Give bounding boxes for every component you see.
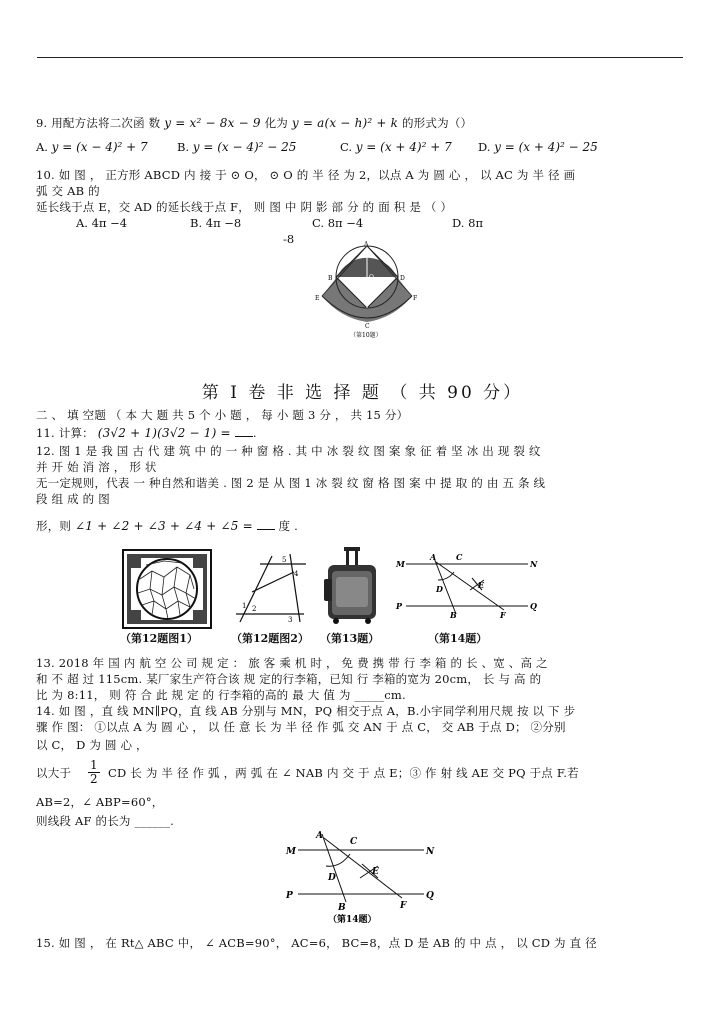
q14-small-label-q: Q [530, 601, 537, 611]
q12-figure2-segments [232, 552, 312, 628]
q14-large-label-d: D [328, 873, 336, 883]
q13-line2: 和 不 超 过 115cm. 某厂家生产符合该 规 定的行李箱，已知 行 李箱的宽为 20cm， 长 与 高 的 [36, 672, 542, 686]
q9-option-c-expr: y = (x + 4)² + 7 [355, 140, 452, 154]
q14-line3: 以 C， D 为 圆 心 ， [36, 738, 148, 752]
q14-small-label-b: B [450, 610, 457, 620]
q14-large-label-a: A [316, 831, 323, 841]
q10-option-a: A. 4π −4 [76, 216, 128, 230]
q12-suffix: 度 . [278, 519, 298, 533]
q10-line2: 弧 交 AB 的 [36, 184, 100, 198]
q12-blank [257, 518, 275, 530]
q12-line4: 段 组 成 的 图 [36, 492, 110, 506]
q12-expr: ∠1 + ∠2 + ∠3 + ∠4 + ∠5 = [74, 519, 253, 533]
q9-option-a [36, 140, 148, 154]
q14-line6: 则线段 AF 的长为 ______. [36, 814, 175, 828]
q9-stem [36, 116, 472, 130]
q13-caption: （第13题） [320, 632, 380, 645]
q13-line3: 比 为 8:11， 则 符 合 此 规 定 的 行李箱的高的 最 大 值 为 _____cm. [36, 688, 406, 702]
q10-line3: 延长线于点 E，交 AD 的延长线于点 F， 则 图 中 阴 影 部 分 的 面 积 是 （ ） [36, 200, 453, 214]
q12-fig2-caption: （第12题图2） [231, 632, 309, 645]
q10-figure [310, 240, 420, 340]
q14-small-label-m: M [396, 559, 405, 569]
q14-large-label-p: P [286, 891, 293, 901]
q12-fig2-label-2: 2 [252, 605, 257, 613]
q14-large-label-b: B [338, 903, 346, 913]
q9-expr1: y = x² − 8x − 9 [164, 116, 261, 130]
q10-caption: （第10题） [350, 332, 382, 339]
q12-line5 [36, 518, 298, 533]
q9-option-d [478, 140, 598, 154]
q10-shaded-bottom-left [322, 277, 367, 322]
q14-line4: CD 长 为 半 径 作 弧 ，两 弧 在 ∠ NAB 内 交 于 点 E；③ 作 射 线 AE 交 PQ 于点 F.若 [108, 766, 579, 780]
q12-line2: 并 开 始 消 溶 ， 形 状 [36, 460, 157, 474]
q9-option-c-label: C. [340, 140, 353, 154]
q12-line1: 12. 图 1 是 我 国 古 代 建 筑 中 的 一 种 窗 格 . 其 中 冰 裂 纹 图 案 象 征 着 坚 冰 出 现 裂 纹 [36, 444, 541, 458]
q10-label-a: A [364, 241, 369, 248]
q14-small-label-f: F [500, 610, 506, 620]
q14-line4-prefix: 以大于 [36, 766, 72, 780]
fill-heading: 二 、 填 空题 （ 本 大 题 共 5 个 小 题 ， 每 小 题 3 分 ， 共 15 分） [36, 408, 409, 422]
q14-large-label-q: Q [426, 891, 434, 901]
q14-small-label-n: N [530, 559, 538, 569]
q14-large-label-f: F [400, 901, 407, 911]
q14-line2: 骤 作 图： ①以点 A 为 圆 心 ， 以 任 意 长 为 半 径 作 弧 交 AN 于 点 C， 交 AB 于点 D； ②分别 [36, 720, 566, 734]
q10-line1: 10. 如 图 ， 正方形 ABCD 内 接 于 ⊙ O， ⊙ O 的 半 径 为 2，以点 A 为 圆 心 ， 以 AC 为 半 径 画 [36, 168, 576, 182]
header-rule [37, 57, 683, 58]
q12-fig2-label-5: 5 [282, 556, 287, 564]
q9-option-a-expr: y = (x − 4)² + 7 [51, 140, 148, 154]
q15-line1: 15. 如 图 ， 在 Rt△ ABC 中， ∠ ACB=90°， AC=6， BC=8，点 D 是 AB 的 中 点 ， 以 CD 为 直 径 [36, 936, 597, 950]
q9-mid: 化为 [264, 116, 288, 130]
q9-option-b [177, 140, 296, 154]
q14-figure-large [282, 828, 442, 924]
q11-blank [235, 425, 253, 437]
q14-small-label-e: E [478, 580, 485, 590]
q14-small-label-d: D [436, 584, 443, 594]
q14-small-label-a: A [430, 552, 437, 562]
q10-option-b: B. 4π −8 [190, 216, 242, 230]
q10-shaded-bottom-right [367, 277, 412, 322]
q10-label-d: D [400, 275, 405, 282]
q9-option-b-label: B. [177, 140, 190, 154]
q14-large-label-c: C [350, 837, 358, 847]
q9-option-a-label: A. [36, 140, 48, 154]
q12-fig2-label-3: 3 [288, 616, 293, 624]
q10-label-e: E [315, 295, 320, 302]
q10-label-c: C [365, 323, 370, 330]
q9-option-d-label: D. [478, 140, 491, 154]
q10-label-b: B [328, 275, 333, 282]
q14-frac-den: 2 [90, 772, 98, 786]
q10-option-c: C. 8π −4 [312, 216, 364, 230]
section-title: 第 I 卷 非 选 择 题 （ 共 90 分） [201, 383, 524, 403]
q10-extra: -8 [283, 232, 295, 246]
q14-figure-small [392, 550, 542, 628]
q13-line1: 13. 2018 年 国 内 航 空 公 司 规 定 ： 旅 客 乘 机 时 ， 免 费 携 带 行 李 箱 的 长 、宽 、高 之 [36, 656, 548, 670]
q12-fig2-label-4: 4 [294, 570, 299, 578]
q9-expr2: y = a(x − h)² + k [291, 116, 399, 130]
q9-text: 9. 用配方法将二次函 数 [36, 116, 161, 130]
q14-small-label-p: P [396, 601, 403, 611]
q12-fig2-label-1: 1 [242, 602, 247, 610]
q14-small-label-c: C [456, 552, 463, 562]
q9-option-b-expr: y = (x − 4)² − 25 [192, 140, 297, 154]
q10-label-o: O [369, 274, 374, 281]
q12-figure1-window [122, 549, 212, 629]
q14-small-caption: （第14题） [428, 632, 488, 645]
q11 [36, 425, 257, 440]
q14-large-caption: （第14题） [328, 915, 377, 924]
q11-label: 11. 计算： [36, 426, 94, 440]
q14-large-label-m: M [286, 847, 296, 857]
q12-prefix: 形，则 [36, 519, 72, 533]
q9-option-c [340, 140, 452, 154]
q9-option-d-expr: y = (x + 4)² − 25 [494, 140, 598, 154]
q9-tail: 的形式为（） [402, 116, 473, 130]
q14-large-label-n: N [426, 847, 435, 857]
q12-fig1-caption: （第12题图1） [120, 632, 198, 645]
q14-line5: AB=2，∠ ABP=60°， [36, 795, 164, 809]
q14-line1: 14. 如 图 ，直 线 MN∥PQ，直 线 AB 分别与 MN，PQ 相交于点 A，B.小宇同学利用尺规 按 以 下 步 [36, 704, 576, 718]
q12-line3: 无一定规则，代表 一 种自然和谐美 . 图 2 是 从 图 1 冰 裂 纹 窗 格 图 案 中 提 取 的 由 五 条 线 [36, 476, 546, 490]
q13-figure-suitcase [322, 545, 382, 625]
q10-option-d: D. 8π [452, 216, 483, 230]
q14-frac-num: 1 [90, 758, 98, 772]
q14-large-label-e: E [372, 867, 379, 877]
q11-end: . [252, 426, 257, 440]
q11-expr: (3√2 + 1)(3√2 − 1) = [97, 426, 235, 440]
q14-fraction [88, 759, 100, 786]
q10-label-f: F [413, 295, 418, 302]
